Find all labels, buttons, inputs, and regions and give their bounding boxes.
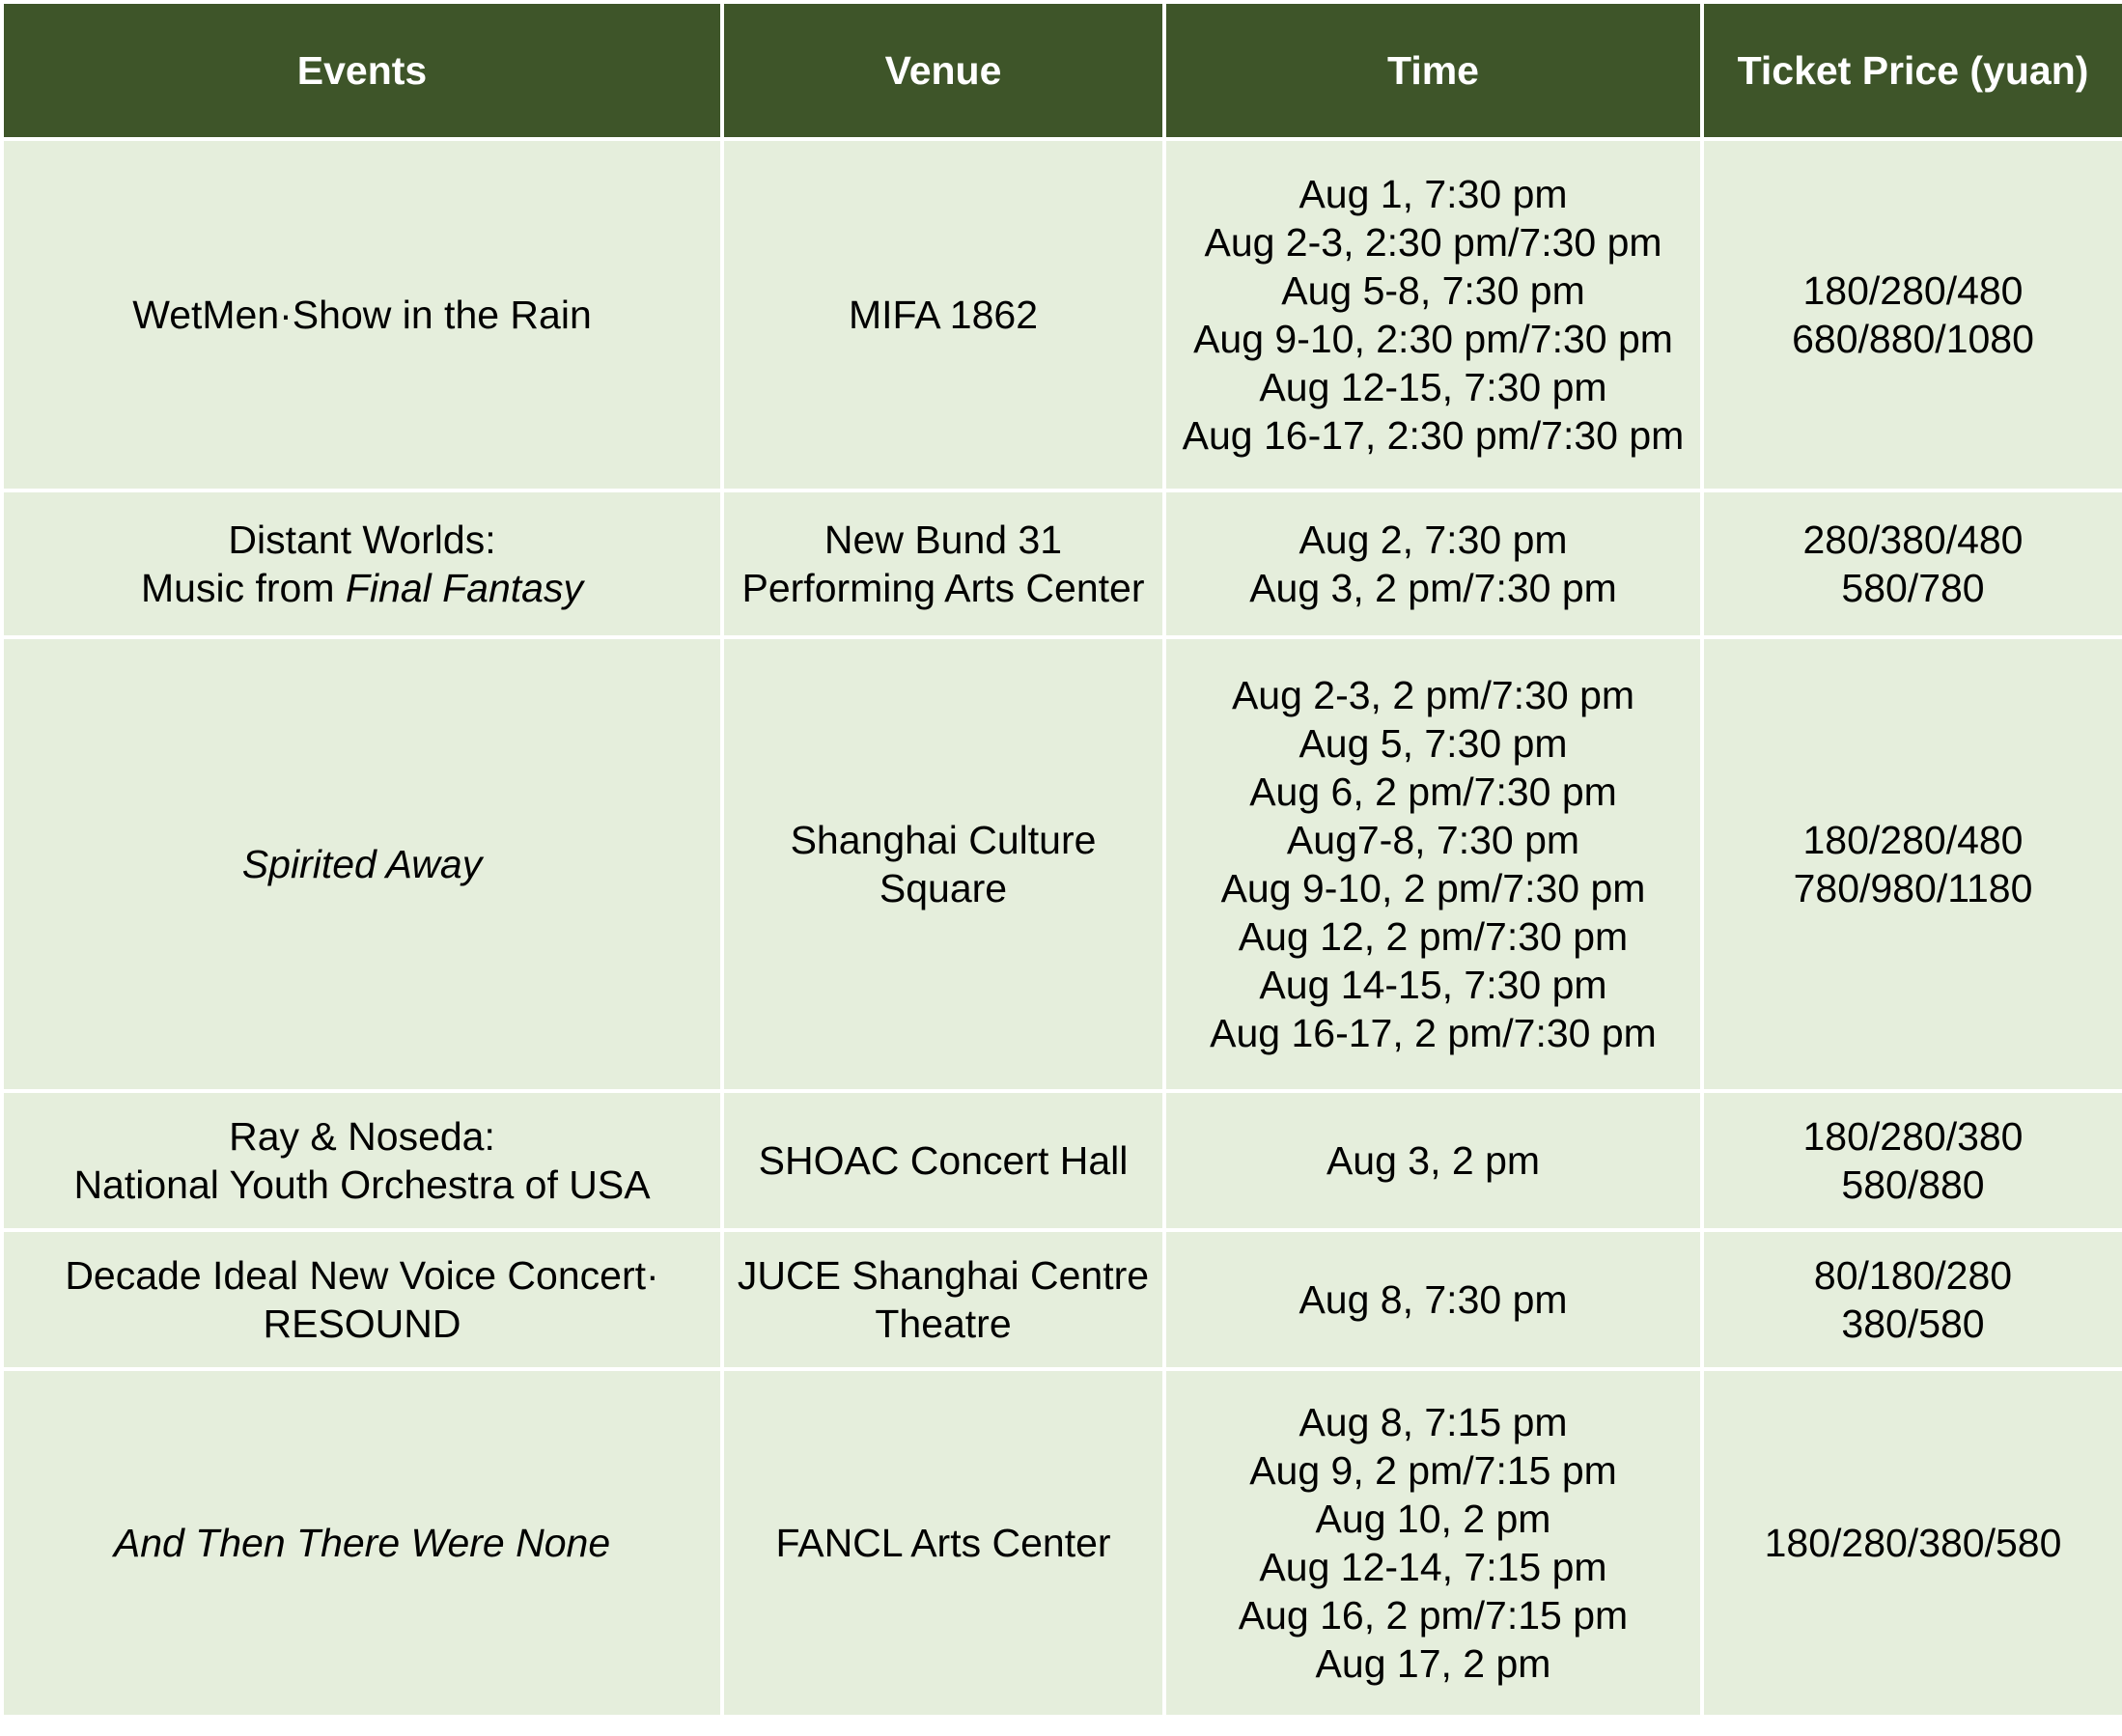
time-line: Aug 6, 2 pm/7:30 pm [1249, 770, 1617, 814]
header-time: Time [1164, 2, 1702, 139]
time-line: Aug 12-14, 7:15 pm [1259, 1545, 1607, 1589]
event-name: WetMen·Show in the Rain [132, 293, 592, 337]
event-name: National Youth Orchestra of USA [73, 1162, 651, 1207]
event-cell [2, 1091, 722, 1230]
table-row [2, 490, 2122, 637]
event-name: Spirited Away [241, 842, 483, 886]
table-row [2, 1230, 2122, 1369]
event-cell [2, 637, 722, 1091]
time-line: Aug 9, 2 pm/7:15 pm [1249, 1448, 1617, 1493]
price-line: 180/280/480 [1802, 818, 2024, 862]
event-cell [2, 1230, 722, 1369]
time-line: Aug 16-17, 2 pm/7:30 pm [1210, 1011, 1657, 1055]
price-cell [1702, 490, 2122, 637]
venue-cell [722, 1230, 1164, 1369]
price-cell [1702, 637, 2122, 1091]
venue-name: FANCL Arts Center [775, 1521, 1111, 1565]
price-line: 180/280/380 [1802, 1114, 2024, 1159]
time-line: Aug 16, 2 pm/7:15 pm [1238, 1593, 1629, 1638]
event-name: Distant Worlds: [228, 518, 496, 562]
venue-name: Performing Arts Center [741, 566, 1145, 610]
time-line: Aug 17, 2 pm [1315, 1641, 1551, 1686]
event-name-italic: Final Fantasy [345, 566, 583, 610]
time-cell [1164, 637, 1702, 1091]
price-line: 680/880/1080 [1792, 317, 2034, 361]
venue-cell [722, 490, 1164, 637]
venue-cell [722, 637, 1164, 1091]
time-line: Aug 2, 7:30 pm [1298, 518, 1568, 562]
time-line: Aug 10, 2 pm [1315, 1497, 1551, 1541]
time-line: Aug 2-3, 2:30 pm/7:30 pm [1204, 220, 1662, 265]
event-name: Ray & Noseda: [229, 1114, 495, 1159]
price-line: 780/980/1180 [1793, 866, 2033, 910]
table-header-row [2, 2, 2122, 139]
time-line: Aug 9-10, 2:30 pm/7:30 pm [1193, 317, 1673, 361]
venue-cell [722, 139, 1164, 490]
event-name: RESOUND [263, 1302, 461, 1346]
price-line: 180/280/480 [1802, 268, 2024, 313]
time-line: Aug 3, 2 pm/7:30 pm [1249, 566, 1617, 610]
time-line: Aug 2-3, 2 pm/7:30 pm [1231, 673, 1635, 717]
time-cell [1164, 1091, 1702, 1230]
venue-name: SHOAC Concert Hall [758, 1138, 1129, 1183]
header-events: Events [2, 2, 722, 139]
venue-name: Square [879, 866, 1008, 910]
venue-cell [722, 1091, 1164, 1230]
time-cell [1164, 1369, 1702, 1717]
time-cell [1164, 139, 1702, 490]
time-line: Aug 5-8, 7:30 pm [1281, 268, 1585, 313]
table-row [2, 1091, 2122, 1230]
price-line: 280/380/480 [1802, 518, 2024, 562]
price-line: 380/580 [1841, 1302, 1985, 1346]
time-line: Aug 1, 7:30 pm [1298, 172, 1568, 216]
venue-name: MIFA 1862 [848, 293, 1038, 337]
price-cell [1702, 139, 2122, 490]
time-cell [1164, 1230, 1702, 1369]
time-line: Aug 12-15, 7:30 pm [1259, 365, 1607, 409]
event-cell [2, 1369, 722, 1717]
table-row [2, 637, 2122, 1091]
price-cell [1702, 1230, 2122, 1369]
time-cell [1164, 490, 1702, 637]
price-line: 180/280/380/580 [1764, 1521, 2062, 1565]
event-cell [2, 490, 722, 637]
time-line: Aug 8, 7:15 pm [1298, 1400, 1568, 1444]
time-line: Aug 5, 7:30 pm [1298, 721, 1568, 766]
venue-name: JUCE Shanghai Centre [737, 1253, 1150, 1298]
time-line: Aug 3, 2 pm [1326, 1138, 1541, 1183]
event-name: And Then There Were None [113, 1521, 611, 1565]
event-name: Decade Ideal New Voice Concert· [65, 1253, 659, 1298]
price-line: 580/780 [1841, 566, 1985, 610]
table-row [2, 139, 2122, 490]
venue-name: New Bund 31 [824, 518, 1063, 562]
price-line: 580/880 [1841, 1162, 1985, 1207]
price-line: 80/180/280 [1813, 1253, 2013, 1298]
header-venue: Venue [722, 2, 1164, 139]
venue-name: Shanghai Culture [790, 818, 1097, 862]
price-cell [1702, 1369, 2122, 1717]
event-name-part: Music from [141, 566, 346, 610]
time-line: Aug 12, 2 pm/7:30 pm [1238, 914, 1629, 959]
event-cell [2, 139, 722, 490]
price-cell [1702, 1091, 2122, 1230]
time-line: Aug 16-17, 2:30 pm/7:30 pm [1182, 413, 1685, 458]
table-row [2, 1369, 2122, 1717]
time-line: Aug7-8, 7:30 pm [1286, 818, 1580, 862]
time-line: Aug 14-15, 7:30 pm [1259, 963, 1607, 1007]
event-name [14, 564, 711, 612]
time-line: Aug 9-10, 2 pm/7:30 pm [1220, 866, 1646, 910]
header-ticket-price: Ticket Price (yuan) [1702, 2, 2122, 139]
time-line: Aug 8, 7:30 pm [1298, 1277, 1568, 1322]
venue-name: Theatre [875, 1302, 1012, 1346]
venue-cell [722, 1369, 1164, 1717]
